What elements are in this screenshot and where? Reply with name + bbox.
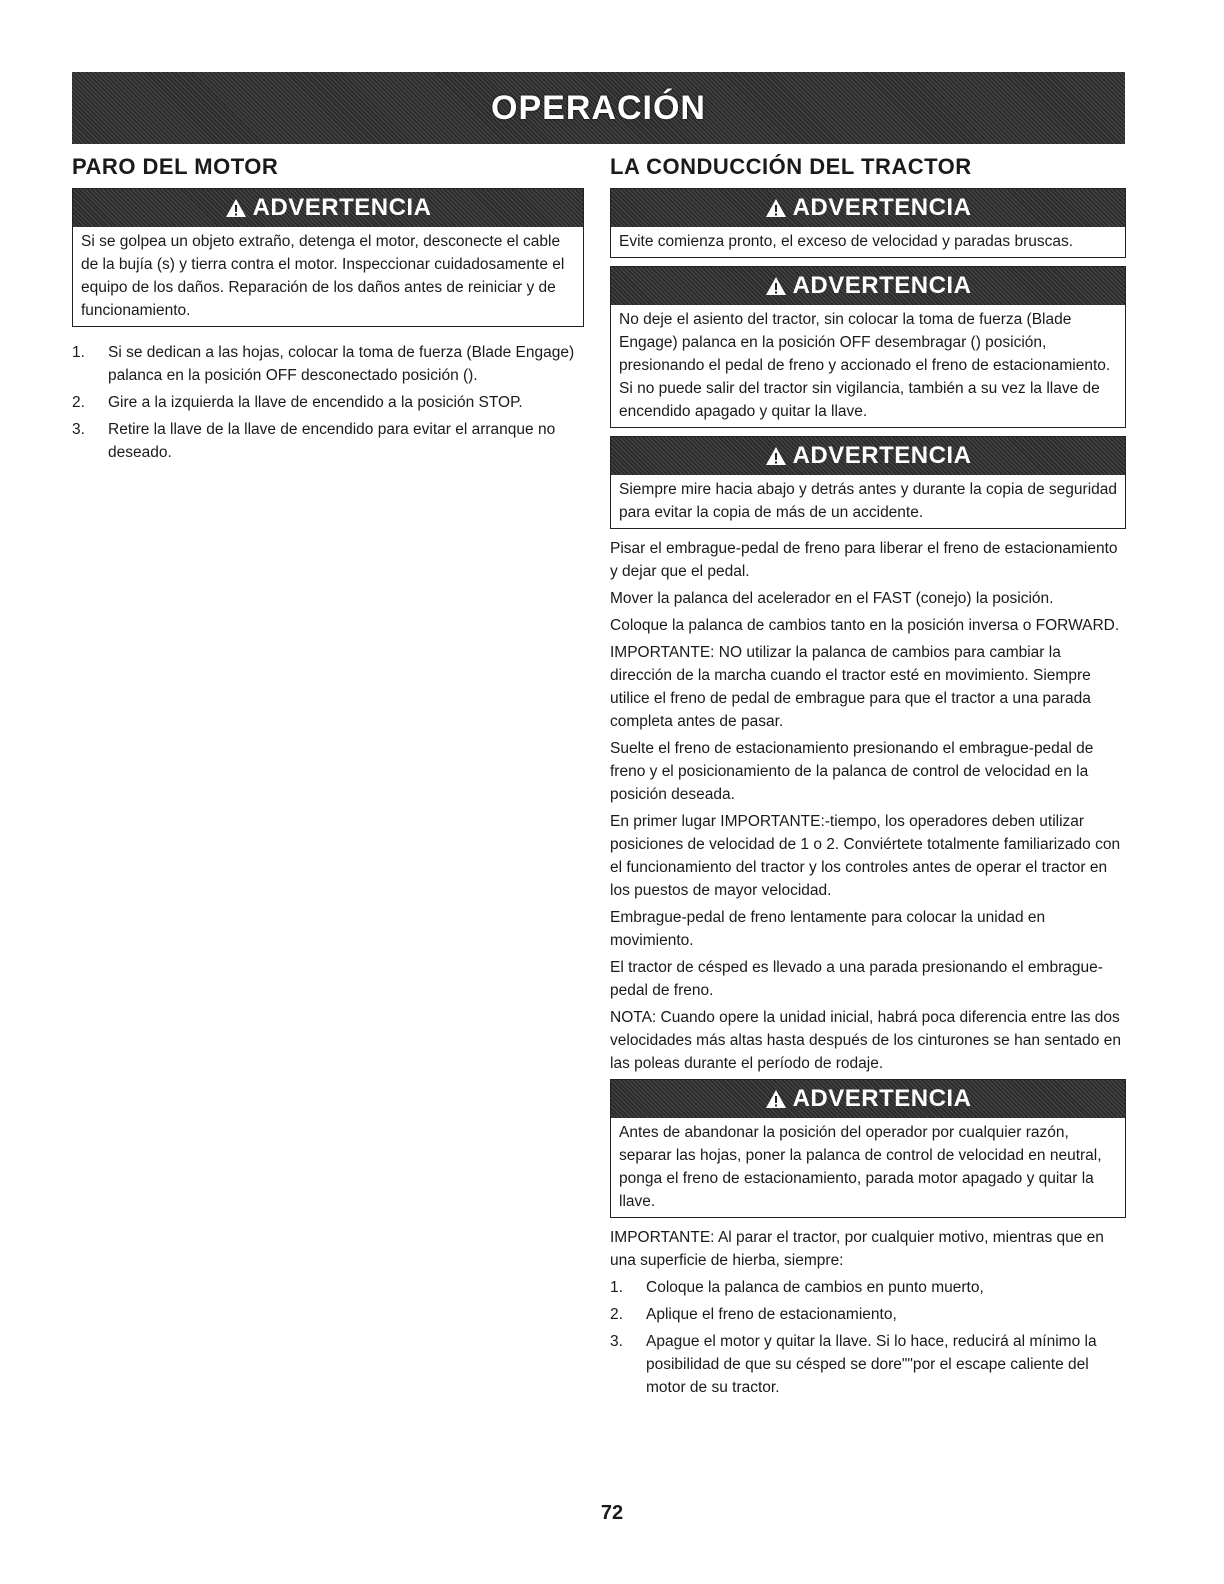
- steps-list: [610, 1276, 1126, 1399]
- paragraph: Mover la palanca del acelerador en el FAST (conejo) la posición.: [610, 590, 1054, 607]
- paragraph: Pisar el embrague-pedal de freno para liberar el freno de estacionamiento y dejar que el pedal.: [610, 540, 1118, 580]
- list-item: 3. Retire la llave de la llave de encendido para evitar el arranque no deseado.: [72, 421, 556, 461]
- paragraph: Embrague-pedal de freno lentamente para colocar la unidad en movimiento.: [610, 909, 1046, 949]
- banner-title: OPERACIÓN: [491, 88, 706, 127]
- warning-header: [611, 267, 1125, 305]
- paragraph: IMPORTANTE: Al parar el tractor, por cualquier motivo, mientras que en una superficie de hierba, siempre:: [610, 1229, 1104, 1269]
- list-item: 1. Si se dedican a las hojas, colocar la toma de fuerza (Blade Engage) palanca en la posición OFF desconectado posición ().: [72, 344, 575, 384]
- warning-title: ADVERTENCIA: [792, 194, 972, 221]
- paragraph: Suelte el freno de estacionamiento presionando el embrague-pedal de freno y el posicionamiento de la palanca de control de velocidad en la posición deseada.: [610, 740, 1094, 803]
- list-item: 2. Gire a la izquierda la llave de encendido a la posición STOP.: [72, 394, 523, 411]
- warning-text: Siempre mire hacia abajo y detrás antes y durante la copia de seguridad para evitar la copia de más de un accidente.: [619, 481, 1118, 521]
- heading-conduccion-del-tractor: LA CONDUCCIÓN DEL TRACTOR: [610, 154, 972, 179]
- paragraph: NOTA: Cuando opere la unidad inicial, habrá poca diferencia entre las dos velocidades más altas hasta después de los cinturones se han sentado en las poleas durante el período de rodaje.: [610, 1009, 1121, 1072]
- warning-header: [73, 189, 583, 227]
- warning-title: ADVERTENCIA: [792, 272, 972, 299]
- warning-title: ADVERTENCIA: [252, 194, 432, 221]
- paragraph: En primer lugar IMPORTANTE:-tiempo, los operadores deben utilizar posiciones de velocidad de 1 o 2. Conviértete totalmente familiarizado con el funcionamiento del tractor y los controles antes de operar el tractor en los puestos de mayor velocidad.: [610, 813, 1121, 899]
- warning-header: [611, 437, 1125, 475]
- warning-box: [610, 436, 1126, 529]
- warning-box: [610, 188, 1126, 258]
- heading-paro-del-motor: PARO DEL MOTOR: [72, 154, 279, 179]
- paragraph: Coloque la palanca de cambios tanto en la posición inversa o FORWARD.: [610, 617, 1120, 634]
- warning-header: [611, 1080, 1125, 1118]
- warning-text: Evite comienza pronto, el exceso de velocidad y paradas bruscas.: [619, 233, 1074, 250]
- warning-triangle-icon: [225, 198, 247, 218]
- paragraph: IMPORTANTE: NO utilizar la palanca de cambios para cambiar la dirección de la marcha cuando el tractor esté en movimiento. Siempre utilice el freno de pedal de embrague para que el tractor a una parada completa antes de pasar.: [610, 644, 1091, 730]
- warning-text: Si se golpea un objeto extraño, detenga el motor, desconecte el cable de la bujía (s) y tierra contra el motor. Inspeccionar cuidadosamente el equipo de los daños. Reparación de los daños antes de reiniciar y de funcionamiento.: [81, 233, 565, 319]
- warning-triangle-icon: [765, 198, 787, 218]
- steps-list: [72, 341, 584, 464]
- list-item: 3. Apague el motor y quitar la llave. Si lo hace, reducirá al mínimo la posibilidad de que su césped se dore""por el escape caliente del motor de su tractor.: [610, 1333, 1097, 1396]
- right-column: [610, 154, 1126, 1403]
- warning-triangle-icon: [765, 276, 787, 296]
- warning-text: Antes de abandonar la posición del operador por cualquier razón, separar las hojas, poner la palanca de control de velocidad en neutral, ponga el freno de estacionamiento, parada motor apagado y quitar la llave.: [619, 1124, 1102, 1210]
- paragraph: El tractor de césped es llevado a una parada presionando el embrague-pedal de freno.: [610, 959, 1103, 999]
- warning-box: [610, 1079, 1126, 1218]
- warning-title: ADVERTENCIA: [792, 1085, 972, 1112]
- warning-text: No deje el asiento del tractor, sin colocar la toma de fuerza (Blade Engage) palanca en la posición OFF desembragar () posición, presionando el pedal de freno y accionado el freno de estacionamiento. Si no puede salir del tractor sin vigilancia, también a su vez la llave de encendido apagado y quitar la llave.: [619, 311, 1111, 420]
- warning-box: [72, 188, 584, 327]
- section-banner: [72, 72, 1125, 144]
- left-column: [72, 154, 584, 468]
- warning-header: [611, 189, 1125, 227]
- warning-title: ADVERTENCIA: [792, 442, 972, 469]
- list-item: 2. Aplique el freno de estacionamiento,: [610, 1306, 897, 1323]
- warning-box: [610, 266, 1126, 428]
- list-item: 1. Coloque la palanca de cambios en punto muerto,: [610, 1279, 984, 1296]
- page-number: 72: [600, 1502, 624, 1524]
- warning-triangle-icon: [765, 1089, 787, 1109]
- warning-triangle-icon: [765, 446, 787, 466]
